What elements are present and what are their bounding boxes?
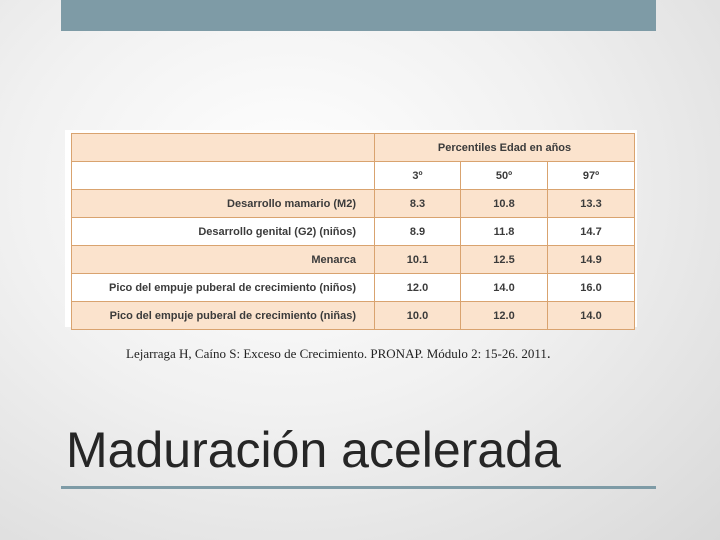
table-header-row [72,134,635,162]
cell-value: 8.9 [375,218,461,246]
table-corner-cell [72,134,375,162]
cell-value: 14.7 [548,218,635,246]
row-label: Desarrollo mamario (M2) [72,190,375,218]
top-accent-bar [61,0,656,31]
citation [126,346,551,363]
slide-title: Maduración acelerada [66,422,561,478]
table-row [72,274,635,302]
table-column-header-row [72,162,635,190]
cell-value: 16.0 [548,274,635,302]
cell-value: 11.8 [461,218,548,246]
column-header-p3: 3º [375,162,461,190]
cell-value: 14.0 [461,274,548,302]
cell-value: 12.0 [461,302,548,330]
cell-value: 13.3 [548,190,635,218]
row-label: Pico del empuje puberal de crecimiento (niñas) [72,302,375,330]
cell-value: 10.1 [375,246,461,274]
percentiles-header: Percentiles Edad en años [375,134,635,162]
cell-value: 8.3 [375,190,461,218]
cell-value: 12.0 [375,274,461,302]
cell-value: 10.8 [461,190,548,218]
table-row [72,302,635,330]
cell-value: 10.0 [375,302,461,330]
cell-value: 12.5 [461,246,548,274]
row-label: Pico del empuje puberal de crecimiento (niños) [72,274,375,302]
table-row [72,218,635,246]
percentiles-table-image [65,130,637,327]
citation-text: Lejarraga H, Caíno S: Exceso de Crecimiento. PRONAP. Módulo 2: 15-26. 2011 [126,346,547,361]
column-header-p50: 50º [461,162,548,190]
table-row [72,246,635,274]
title-underline [61,486,656,489]
row-label: Desarrollo genital (G2) (niños) [72,218,375,246]
table-empty-cell [72,162,375,190]
cell-value: 14.9 [548,246,635,274]
column-header-p97: 97º [548,162,635,190]
cell-value: 14.0 [548,302,635,330]
table-row [72,190,635,218]
percentiles-table [71,133,635,330]
row-label: Menarca [72,246,375,274]
citation-period: . [546,346,551,362]
